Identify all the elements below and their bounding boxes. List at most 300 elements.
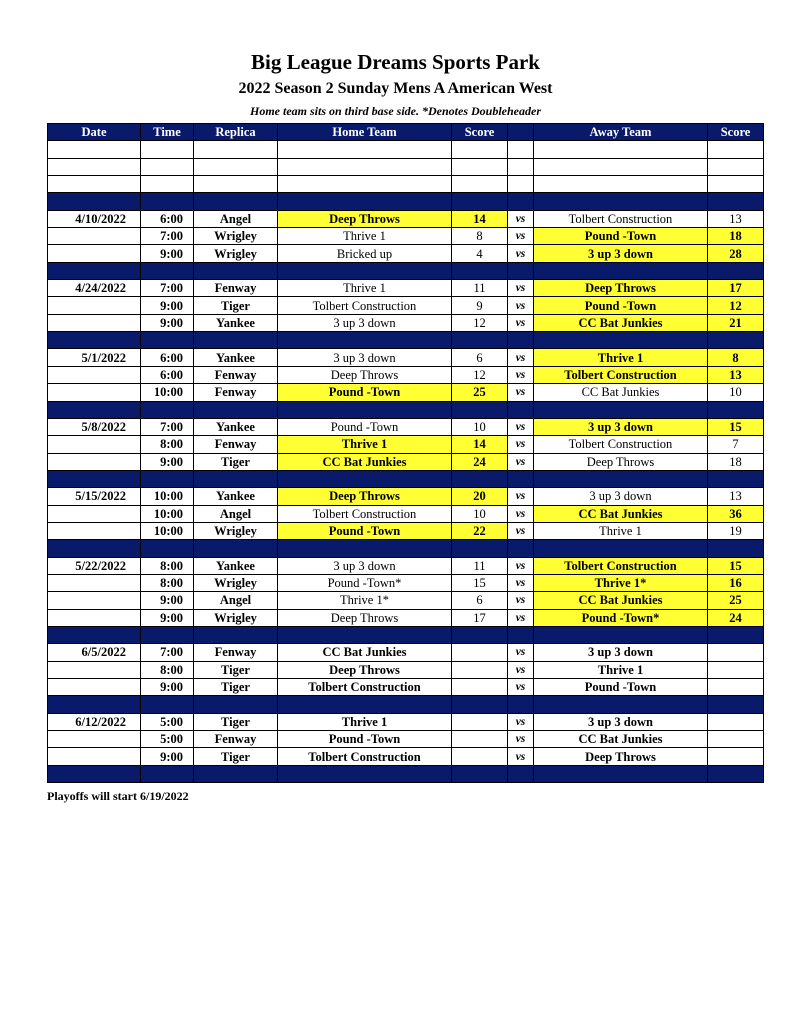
- vs-label: vs: [508, 679, 534, 696]
- page-subtitle: 2022 Season 2 Sunday Mens A American West: [238, 80, 553, 97]
- separator-cell: [508, 696, 534, 713]
- separator-cell: [708, 332, 764, 349]
- game-time: 6:00: [141, 210, 194, 227]
- game-time: 10:00: [141, 488, 194, 505]
- separator-cell: [534, 540, 708, 557]
- home-team: 3 up 3 down: [278, 349, 452, 366]
- game-date: 4/10/2022: [48, 210, 141, 227]
- away-score: 13: [708, 488, 764, 505]
- away-score: 12: [708, 297, 764, 314]
- away-score: 16: [708, 574, 764, 591]
- home-team: Deep Throws: [278, 488, 452, 505]
- game-row: [48, 210, 764, 227]
- separator-cell: [194, 626, 278, 643]
- home-team: Pound -Town: [278, 418, 452, 435]
- home-team: Tolbert Construction: [278, 505, 452, 522]
- game-time: 9:00: [141, 453, 194, 470]
- away-team: Deep Throws: [534, 280, 708, 297]
- separator-row: [48, 262, 764, 279]
- away-score: 13: [708, 366, 764, 383]
- away-score: [708, 731, 764, 748]
- home-team: Bricked up: [278, 245, 452, 262]
- game-time: 8:00: [141, 436, 194, 453]
- separator-cell: [194, 540, 278, 557]
- separator-cell: [48, 470, 141, 487]
- blank-cell: [141, 141, 194, 158]
- blank-row: [48, 158, 764, 175]
- separator-cell: [141, 470, 194, 487]
- game-row: [48, 384, 764, 401]
- game-time: 7:00: [141, 644, 194, 661]
- game-row: [48, 505, 764, 522]
- home-team: Thrive 1: [278, 713, 452, 730]
- home-score: 20: [452, 488, 508, 505]
- home-team: Deep Throws: [278, 661, 452, 678]
- game-row: [48, 366, 764, 383]
- separator-cell: [141, 332, 194, 349]
- away-team: 3 up 3 down: [534, 713, 708, 730]
- separator-cell: [48, 401, 141, 418]
- game-date: [48, 574, 141, 591]
- away-team: Pound -Town: [534, 297, 708, 314]
- separator-cell: [708, 626, 764, 643]
- blank-cell: [194, 141, 278, 158]
- separator-cell: [48, 193, 141, 210]
- home-score: 10: [452, 505, 508, 522]
- home-score: [452, 731, 508, 748]
- away-team: Pound -Town: [534, 679, 708, 696]
- home-score: [452, 644, 508, 661]
- game-time: 5:00: [141, 731, 194, 748]
- field-replica: Tiger: [194, 453, 278, 470]
- game-time: 7:00: [141, 228, 194, 245]
- separator-cell: [194, 696, 278, 713]
- home-score: 4: [452, 245, 508, 262]
- separator-cell: [508, 540, 534, 557]
- game-time: 9:00: [141, 592, 194, 609]
- vs-label: vs: [508, 713, 534, 730]
- separator-cell: [508, 193, 534, 210]
- game-row: [48, 314, 764, 331]
- game-date: [48, 297, 141, 314]
- blank-cell: [534, 158, 708, 175]
- blank-cell: [194, 158, 278, 175]
- game-time: 10:00: [141, 505, 194, 522]
- separator-cell: [534, 262, 708, 279]
- away-team: Pound -Town: [534, 228, 708, 245]
- separator-cell: [452, 262, 508, 279]
- blank-cell: [278, 158, 452, 175]
- away-score: 18: [708, 228, 764, 245]
- field-replica: Tiger: [194, 679, 278, 696]
- vs-label: vs: [508, 245, 534, 262]
- col-header-away-team: Away Team: [534, 124, 708, 141]
- game-date: [48, 679, 141, 696]
- separator-cell: [194, 401, 278, 418]
- home-score: 10: [452, 418, 508, 435]
- separator-cell: [534, 470, 708, 487]
- game-row: [48, 453, 764, 470]
- away-team: CC Bat Junkies: [534, 505, 708, 522]
- game-time: 10:00: [141, 384, 194, 401]
- separator-cell: [278, 332, 452, 349]
- field-replica: Yankee: [194, 418, 278, 435]
- game-row: [48, 644, 764, 661]
- blank-cell: [452, 141, 508, 158]
- away-team: Tolbert Construction: [534, 436, 708, 453]
- home-team: Thrive 1*: [278, 592, 452, 609]
- field-replica: Angel: [194, 505, 278, 522]
- home-score: [452, 748, 508, 765]
- blank-cell: [452, 158, 508, 175]
- home-team: Pound -Town*: [278, 574, 452, 591]
- vs-label: vs: [508, 349, 534, 366]
- separator-cell: [534, 193, 708, 210]
- separator-cell: [194, 332, 278, 349]
- game-row: [48, 522, 764, 539]
- separator-cell: [278, 262, 452, 279]
- field-replica: Fenway: [194, 731, 278, 748]
- vs-label: vs: [508, 453, 534, 470]
- separator-row: [48, 470, 764, 487]
- game-row: [48, 609, 764, 626]
- separator-cell: [452, 193, 508, 210]
- away-score: 15: [708, 418, 764, 435]
- game-date: [48, 314, 141, 331]
- vs-label: vs: [508, 210, 534, 227]
- vs-label: vs: [508, 609, 534, 626]
- field-replica: Angel: [194, 210, 278, 227]
- blank-cell: [508, 141, 534, 158]
- blank-cell: [534, 141, 708, 158]
- away-team: Thrive 1*: [534, 574, 708, 591]
- vs-label: vs: [508, 644, 534, 661]
- game-row: [48, 280, 764, 297]
- home-score: 14: [452, 436, 508, 453]
- separator-cell: [141, 765, 194, 782]
- blank-cell: [48, 141, 141, 158]
- separator-cell: [508, 626, 534, 643]
- away-team: Tolbert Construction: [534, 366, 708, 383]
- game-row: [48, 574, 764, 591]
- col-header-time: Time: [141, 124, 194, 141]
- separator-row: [48, 401, 764, 418]
- blank-cell: [708, 158, 764, 175]
- blank-cell: [141, 158, 194, 175]
- separator-cell: [708, 765, 764, 782]
- separator-row: [48, 332, 764, 349]
- home-team: Pound -Town: [278, 384, 452, 401]
- separator-cell: [48, 540, 141, 557]
- home-team: Deep Throws: [278, 366, 452, 383]
- away-team: 3 up 3 down: [534, 245, 708, 262]
- field-replica: Fenway: [194, 384, 278, 401]
- away-score: 21: [708, 314, 764, 331]
- game-row: [48, 731, 764, 748]
- separator-cell: [48, 332, 141, 349]
- field-replica: Wrigley: [194, 522, 278, 539]
- vs-label: vs: [508, 748, 534, 765]
- away-score: [708, 644, 764, 661]
- field-replica: Yankee: [194, 557, 278, 574]
- away-team: CC Bat Junkies: [534, 731, 708, 748]
- away-team: Tolbert Construction: [534, 210, 708, 227]
- col-header-date: Date: [48, 124, 141, 141]
- away-score: [708, 748, 764, 765]
- game-date: [48, 384, 141, 401]
- game-date: [48, 436, 141, 453]
- game-time: 8:00: [141, 661, 194, 678]
- separator-cell: [452, 765, 508, 782]
- game-row: [48, 713, 764, 730]
- away-score: 24: [708, 609, 764, 626]
- game-row: [48, 418, 764, 435]
- field-replica: Wrigley: [194, 574, 278, 591]
- away-score: 19: [708, 522, 764, 539]
- field-replica: Wrigley: [194, 228, 278, 245]
- game-date: [48, 592, 141, 609]
- away-team: Pound -Town*: [534, 609, 708, 626]
- game-date: 4/24/2022: [48, 280, 141, 297]
- blank-cell: [194, 176, 278, 193]
- vs-label: vs: [508, 731, 534, 748]
- blank-row: [48, 141, 764, 158]
- home-team: Tolbert Construction: [278, 297, 452, 314]
- separator-cell: [452, 626, 508, 643]
- away-team: 3 up 3 down: [534, 418, 708, 435]
- separator-cell: [534, 765, 708, 782]
- game-date: 5/1/2022: [48, 349, 141, 366]
- away-score: 8: [708, 349, 764, 366]
- separator-cell: [708, 193, 764, 210]
- blank-cell: [278, 141, 452, 158]
- away-team: Thrive 1: [534, 661, 708, 678]
- game-date: 5/8/2022: [48, 418, 141, 435]
- vs-label: vs: [508, 505, 534, 522]
- separator-cell: [708, 262, 764, 279]
- field-replica: Fenway: [194, 366, 278, 383]
- vs-label: vs: [508, 488, 534, 505]
- home-score: [452, 713, 508, 730]
- blank-cell: [48, 158, 141, 175]
- game-time: 9:00: [141, 679, 194, 696]
- separator-cell: [278, 470, 452, 487]
- game-row: [48, 592, 764, 609]
- away-team: Tolbert Construction: [534, 557, 708, 574]
- away-team: Deep Throws: [534, 748, 708, 765]
- home-team: Deep Throws: [278, 210, 452, 227]
- col-header-replica: Replica: [194, 124, 278, 141]
- home-score: 22: [452, 522, 508, 539]
- vs-label: vs: [508, 522, 534, 539]
- vs-label: vs: [508, 366, 534, 383]
- vs-label: vs: [508, 592, 534, 609]
- away-score: 28: [708, 245, 764, 262]
- game-time: 7:00: [141, 418, 194, 435]
- separator-cell: [708, 401, 764, 418]
- separator-cell: [452, 332, 508, 349]
- separator-cell: [278, 696, 452, 713]
- game-time: 9:00: [141, 245, 194, 262]
- vs-label: vs: [508, 557, 534, 574]
- separator-cell: [452, 696, 508, 713]
- vs-label: vs: [508, 297, 534, 314]
- separator-cell: [508, 262, 534, 279]
- separator-cell: [452, 470, 508, 487]
- field-replica: Angel: [194, 592, 278, 609]
- blank-cell: [508, 176, 534, 193]
- home-score: 11: [452, 557, 508, 574]
- away-score: [708, 679, 764, 696]
- separator-row: [48, 626, 764, 643]
- field-replica: Yankee: [194, 314, 278, 331]
- away-team: 3 up 3 down: [534, 644, 708, 661]
- separator-cell: [508, 401, 534, 418]
- away-score: 18: [708, 453, 764, 470]
- separator-cell: [278, 540, 452, 557]
- separator-cell: [534, 332, 708, 349]
- vs-label: vs: [508, 661, 534, 678]
- separator-cell: [708, 540, 764, 557]
- field-replica: Wrigley: [194, 609, 278, 626]
- separator-row: [48, 765, 764, 782]
- home-score: 24: [452, 453, 508, 470]
- game-row: [48, 349, 764, 366]
- field-replica: Tiger: [194, 748, 278, 765]
- separator-cell: [141, 626, 194, 643]
- separator-cell: [508, 470, 534, 487]
- separator-cell: [708, 470, 764, 487]
- home-score: 11: [452, 280, 508, 297]
- header-note: Home team sits on third base side. *Denotes Doubleheader: [250, 104, 541, 118]
- away-score: 15: [708, 557, 764, 574]
- separator-cell: [141, 401, 194, 418]
- home-team: Thrive 1: [278, 280, 452, 297]
- game-row: [48, 488, 764, 505]
- game-date: 5/22/2022: [48, 557, 141, 574]
- home-score: 25: [452, 384, 508, 401]
- game-time: 9:00: [141, 609, 194, 626]
- away-score: 13: [708, 210, 764, 227]
- away-team: CC Bat Junkies: [534, 384, 708, 401]
- game-row: [48, 661, 764, 678]
- separator-cell: [194, 470, 278, 487]
- separator-cell: [194, 765, 278, 782]
- blank-cell: [708, 176, 764, 193]
- away-score: 7: [708, 436, 764, 453]
- away-score: 25: [708, 592, 764, 609]
- game-time: 6:00: [141, 366, 194, 383]
- vs-label: vs: [508, 280, 534, 297]
- home-score: 9: [452, 297, 508, 314]
- vs-label: vs: [508, 574, 534, 591]
- separator-cell: [278, 193, 452, 210]
- blank-cell: [278, 176, 452, 193]
- separator-cell: [534, 696, 708, 713]
- separator-cell: [278, 765, 452, 782]
- game-time: 6:00: [141, 349, 194, 366]
- game-row: [48, 245, 764, 262]
- separator-cell: [278, 401, 452, 418]
- game-time: 9:00: [141, 314, 194, 331]
- field-replica: Yankee: [194, 488, 278, 505]
- away-team: Thrive 1: [534, 349, 708, 366]
- separator-cell: [508, 765, 534, 782]
- away-score: 10: [708, 384, 764, 401]
- blank-cell: [141, 176, 194, 193]
- separator-cell: [278, 626, 452, 643]
- blank-cell: [48, 176, 141, 193]
- separator-cell: [194, 262, 278, 279]
- game-date: 6/12/2022: [48, 713, 141, 730]
- separator-cell: [141, 262, 194, 279]
- home-team: Pound -Town: [278, 522, 452, 539]
- game-row: [48, 297, 764, 314]
- playoffs-note: Playoffs will start 6/19/2022: [47, 789, 189, 803]
- col-header-away-score: Score: [708, 124, 764, 141]
- away-score: 17: [708, 280, 764, 297]
- game-date: [48, 228, 141, 245]
- separator-row: [48, 696, 764, 713]
- col-header-home-team: Home Team: [278, 124, 452, 141]
- game-time: 10:00: [141, 522, 194, 539]
- field-replica: Wrigley: [194, 245, 278, 262]
- away-team: Thrive 1: [534, 522, 708, 539]
- game-time: 7:00: [141, 280, 194, 297]
- game-row: [48, 679, 764, 696]
- vs-label: vs: [508, 384, 534, 401]
- separator-cell: [141, 696, 194, 713]
- blank-cell: [534, 176, 708, 193]
- away-team: 3 up 3 down: [534, 488, 708, 505]
- home-team: CC Bat Junkies: [278, 453, 452, 470]
- separator-cell: [48, 626, 141, 643]
- game-date: [48, 453, 141, 470]
- vs-label: vs: [508, 436, 534, 453]
- separator-row: [48, 540, 764, 557]
- game-row: [48, 228, 764, 245]
- home-score: 12: [452, 366, 508, 383]
- game-date: [48, 366, 141, 383]
- game-row: [48, 436, 764, 453]
- blank-row: [48, 176, 764, 193]
- game-date: [48, 609, 141, 626]
- separator-cell: [708, 696, 764, 713]
- field-replica: Tiger: [194, 297, 278, 314]
- page-title: Big League Dreams Sports Park: [251, 50, 540, 74]
- table-header-row: [48, 124, 764, 141]
- col-header-vs: [508, 124, 534, 141]
- separator-cell: [534, 401, 708, 418]
- game-date: [48, 748, 141, 765]
- blank-cell: [452, 176, 508, 193]
- away-team: CC Bat Junkies: [534, 314, 708, 331]
- separator-cell: [48, 696, 141, 713]
- schedule-body: [48, 141, 764, 783]
- separator-cell: [48, 262, 141, 279]
- home-team: Deep Throws: [278, 609, 452, 626]
- home-score: [452, 679, 508, 696]
- game-date: 5/15/2022: [48, 488, 141, 505]
- col-header-home-score: Score: [452, 124, 508, 141]
- separator-cell: [534, 626, 708, 643]
- separator-cell: [194, 193, 278, 210]
- blank-cell: [508, 158, 534, 175]
- home-score: 15: [452, 574, 508, 591]
- away-score: [708, 713, 764, 730]
- away-score: 36: [708, 505, 764, 522]
- field-replica: Fenway: [194, 436, 278, 453]
